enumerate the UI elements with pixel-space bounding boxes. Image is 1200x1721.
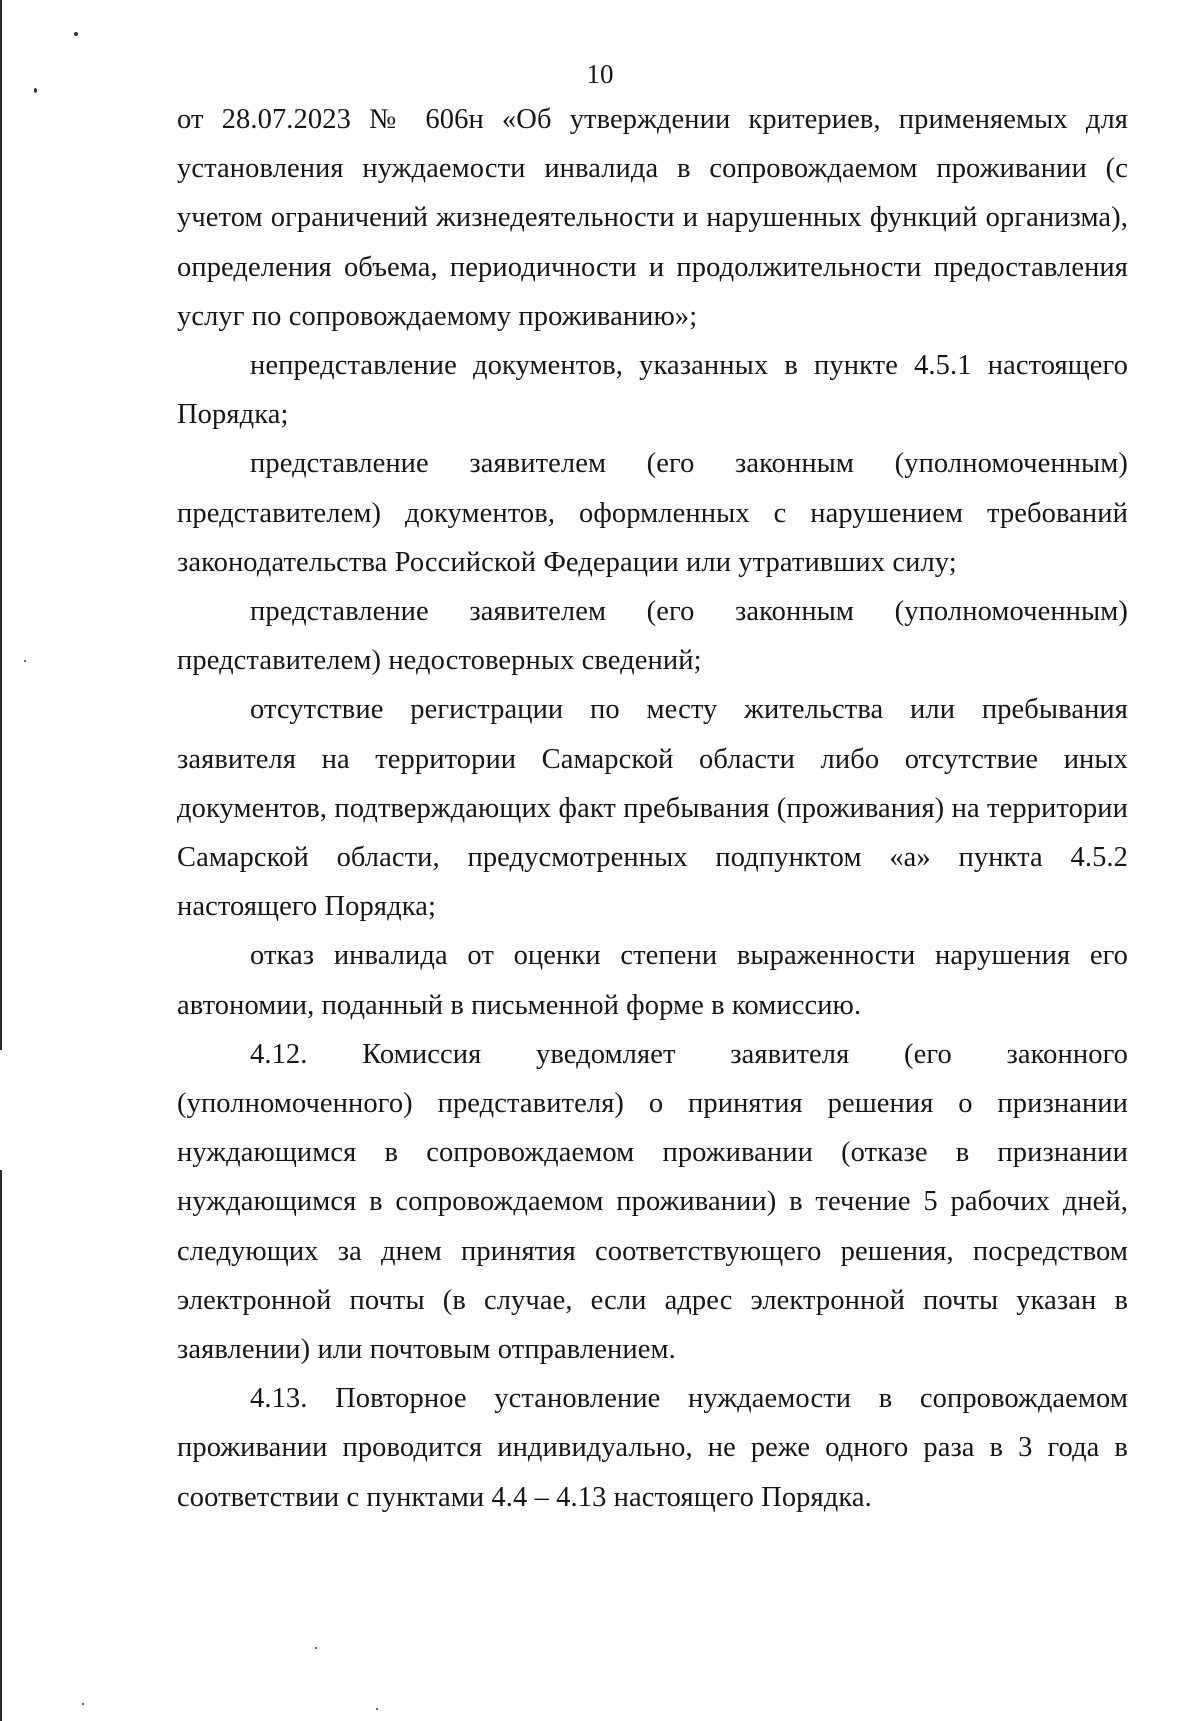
paragraph-assessment-refusal: отказ инвалида от оценки степени выраженности нарушения его автономии, поданный в письменной форме в комиссию. [177,940,1128,1021]
scan-left-edge [0,0,2,1721]
scan-speck [82,1703,84,1705]
scan-edge-gap [0,1050,3,1170]
scan-speck [74,32,78,36]
paragraph-order-reference: от 28.07.2023 № 606н «Об утверждении критериев, применяемых для установления нуждаемости инвалида в сопровождаемом проживании (с учетом ограничений жизнедеятельности и нарушенных функций организма), определения объема, периодичности и продолжительности предоставления услуг по сопровождаемому проживанию»; [177,104,1128,332]
paragraph-clause-4-13: 4.13. Повторное установление нуждаемости в сопровождаемом проживании проводится индивидуально, не реже одного раза в 3 года в соответствии с пунктами 4.4 – 4.13 настоящего Порядка. [177,1383,1128,1513]
scan-speck [376,1708,378,1710]
scan-speck [315,1647,317,1649]
paragraph-false-information: представление заявителем (его законным (уполномоченным) представителем) недостоверных сведений; [177,596,1128,677]
document-body [177,95,1128,1522]
paragraph-missing-documents: непредставление документов, указанных в пункте 4.5.1 настоящего Порядка; [177,350,1128,431]
paragraph-no-registration: отсутствие регистрации по месту жительства или пребывания заявителя на территории Самарской области либо отсутствие иных документов, подтверждающих факт пребывания (проживания) на территории Самарской области, предусмотренных подпунктом «а» пункта 4.5.2 настоящего Порядка; [177,694,1128,923]
page-number: 10 [586,59,614,89]
paragraph-invalid-documents: представление заявителем (его законным (уполномоченным) представителем) документов, оформленных с нарушением требований законодательства Российской Федерации или утративших силу; [177,448,1128,578]
paragraph-clause-4-12: 4.12. Комиссия уведомляет заявителя (его законного (уполномоченного) представителя) о принятия решения о признании нуждающимся в сопровождаемом проживании (отказе в признании нуждающимся в сопровождаемом проживании) в течение 5 рабочих дней, следующих за днем принятия соответствующего решения, посредством электронной почты (в случае, если адрес электронной почты указан в заявлении) или почтовым отправлением. [177,1038,1128,1366]
scan-speck [24,660,26,662]
